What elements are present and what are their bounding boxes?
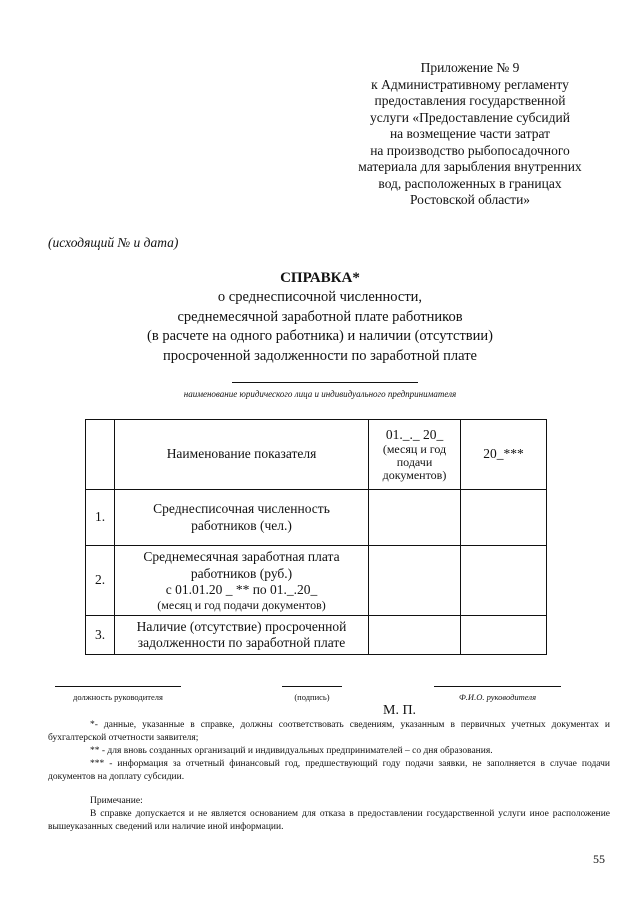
certificate-title: СПРАВКА* — [280, 270, 360, 286]
signature-line — [282, 686, 342, 687]
row-indicator — [115, 616, 369, 655]
row-indicator-line: Наличие (отсутствие) просроченной — [136, 618, 347, 634]
row-indicator-line: задолженности по заработной плате — [137, 635, 346, 650]
header-date: 01._._ 20_ — [385, 426, 444, 442]
remark-block — [48, 795, 610, 834]
row-number: 1. — [86, 490, 115, 546]
certificate-heading — [0, 268, 640, 366]
row-indicator-line: с 01.01.20 _ ** по 01._.20_ — [165, 582, 318, 598]
table-header-row — [86, 420, 547, 490]
header-num-cell — [86, 420, 115, 490]
table-row — [86, 546, 547, 616]
row-value-cell[interactable] — [461, 546, 547, 616]
appendix-line: материала для зарыбления внутренних — [358, 159, 582, 174]
row-number: 3. — [86, 616, 115, 655]
row-value-cell[interactable] — [369, 616, 461, 655]
row-indicator-line: работников (руб.) — [190, 565, 293, 581]
seal-place: М. П. — [383, 703, 417, 718]
header-date-note: (месяц и год подачи документов) — [382, 442, 447, 483]
position-caption: должность руководителя — [73, 692, 163, 702]
fio-signature-line — [434, 686, 561, 687]
appendix-line: Ростовской области» — [409, 192, 531, 207]
table-row — [86, 616, 547, 655]
row-indicator — [115, 546, 369, 616]
appendix-line: Приложение № 9 — [420, 60, 520, 75]
row-value-cell[interactable] — [369, 546, 461, 616]
row-indicator-line: Среднесписочная численность — [153, 501, 330, 516]
outgoing-number-date: (исходящий № и дата) — [48, 235, 179, 250]
indicators-table — [85, 419, 547, 655]
row-number: 2. — [86, 546, 115, 616]
appendix-line: предоставления государственной — [374, 93, 566, 108]
header-indicator-cell: Наименование показателя — [115, 420, 369, 490]
page-number: 55 — [593, 852, 605, 866]
subtitle-line: среднемесячной заработной плате работников — [177, 308, 463, 325]
appendix-line: на производство рыбопосадочного — [370, 142, 570, 158]
appendix-line: к Административному регламенту — [371, 76, 569, 92]
entity-name-line — [232, 382, 418, 383]
subtitle-line: (в расчете на одного работника) и наличии (отсутствии) — [147, 328, 493, 344]
row-indicator-line: работников (чел.) — [191, 517, 292, 533]
footnote: *- данные, указанные в справке, должны соответствовать сведениям, указанным в первичных учетных документах и бухгалтерской отчетности заявителя; — [48, 720, 610, 743]
row-value-cell[interactable] — [369, 490, 461, 546]
entity-name-caption: наименование юридического лица и индивидуального предпринимателя — [183, 389, 457, 399]
footnote: ** - для вновь созданных организаций и индивидуальных предпринимателей – со дня образования. — [90, 746, 493, 756]
appendix-line: на возмещение части затрат — [389, 126, 551, 141]
footnotes — [48, 719, 610, 784]
row-value-cell[interactable] — [461, 490, 547, 546]
header-year-cell: 20_*** — [461, 420, 547, 490]
appendix-block — [340, 60, 600, 209]
subtitle-line: просроченной задолженности по заработной плате — [163, 347, 477, 364]
header-date-cell — [369, 420, 461, 490]
row-value-cell[interactable] — [461, 616, 547, 655]
row-indicator-line: Среднемесячная заработная плата — [143, 549, 340, 565]
appendix-line: вод, расположенных в границах — [378, 175, 562, 191]
table-row — [86, 490, 547, 546]
subtitle-line: о среднесписочной численности, — [217, 289, 423, 305]
row-indicator — [115, 490, 369, 546]
remark-heading: Примечание: — [90, 796, 143, 806]
appendix-line: услуги «Предоставление субсидий — [370, 109, 570, 125]
remark-text: В справке допускается и не является основанием для отказа в предоставлении государственной услуги иное расположение вышеуказанных сведений или наличие иной информации. — [48, 809, 610, 832]
signature-caption: (подпись) — [294, 692, 330, 702]
fio-caption: Ф.И.О. руководителя — [458, 692, 537, 702]
position-signature-line — [55, 686, 181, 687]
footnote: *** - информация за отчетный финансовый год, предшествующий году подачи заявки, не заполняется в случае подачи документов на доплату субсидии. — [48, 759, 610, 782]
row-indicator-note: (месяц и год подачи документов) — [157, 597, 326, 612]
